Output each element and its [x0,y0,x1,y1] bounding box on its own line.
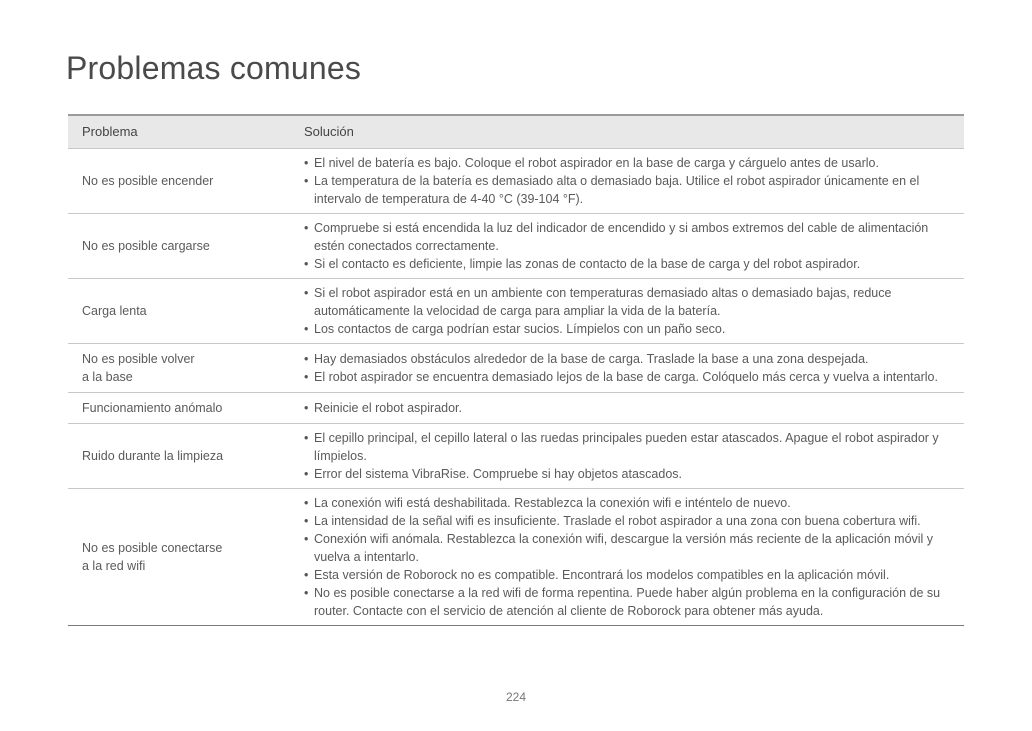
solution-item: • La temperatura de la batería es demasiado alta o demasiado baja. Utilice el robot aspirador únicamente en el intervalo de temperatura de 4-40 °C (39-104 °F). [304,172,956,208]
table-row [68,489,964,626]
solution-list [304,494,956,620]
table-row [68,344,964,393]
solution-item: • No es posible conectarse a la red wifi de forma repentina. Puede haber algún problema en la configuración de su router. Contacte con el servicio de atención al cliente de Roborock para obtener más ayuda. [304,584,956,620]
page-title: Problemas comunes [66,50,362,86]
solution-item: • Los contactos de carga podrían estar sucios. Límpielos con un paño seco. [304,320,956,338]
table-body [68,149,964,626]
header-problem: Problema [82,124,138,139]
problem-cell: No es posible cargarse [82,239,210,253]
problem-cell: Ruido durante la limpieza [82,449,224,463]
solution-item: • Reinicie el robot aspirador. [304,399,956,417]
solution-list [304,350,956,386]
solution-cell [290,214,964,279]
solution-cell [290,279,964,344]
table-row [68,149,964,214]
solution-item: • Hay demasiados obstáculos alrededor de la base de carga. Traslade la base a una zona despejada. [304,350,956,368]
table-header [68,115,964,149]
solution-cell [290,149,964,214]
solution-item: • Error del sistema VibraRise. Compruebe si hay objetos atascados. [304,465,956,483]
solution-list [304,154,956,208]
solution-item: • La intensidad de la señal wifi es insuficiente. Traslade el robot aspirador a una zona con buena cobertura wifi. [304,512,956,530]
solution-item: • Conexión wifi anómala. Restablezca la conexión wifi, descargue la versión más reciente de la aplicación móvil y vuelva a intentarlo. [304,530,956,566]
solution-list [304,219,956,273]
solution-list [304,429,956,483]
solution-item: • El nivel de batería es bajo. Coloque el robot aspirador en la base de carga y cárguelo antes de usarlo. [304,154,956,172]
solution-item: • La conexión wifi está deshabilitada. Restablezca la conexión wifi e inténtelo de nuevo. [304,494,956,512]
problem-cell: No es posible volver a la base [82,352,195,384]
solution-item: • El robot aspirador se encuentra demasiado lejos de la base de carga. Colóquelo más cerca y vuelva a intentarlo. [304,368,956,386]
solution-cell [290,393,964,424]
solution-cell [290,424,964,489]
solution-item: • Esta versión de Roborock no es compatible. Encontrará los modelos compatibles en la aplicación móvil. [304,566,956,584]
table-row [68,393,964,424]
problem-cell: No es posible encender [82,174,214,188]
table-header-row [68,115,964,149]
troubleshooting-table-container [68,114,964,626]
solution-item: • Si el contacto es deficiente, limpie las zonas de contacto de la base de carga y del robot aspirador. [304,255,956,273]
solution-item: • El cepillo principal, el cepillo lateral o las ruedas principales pueden estar atascados. Apague el robot aspirador y límpielos. [304,429,956,465]
header-solution: Solución [304,124,354,139]
page-number: 224 [505,690,527,704]
solution-item: • Compruebe si está encendida la luz del indicador de encendido y si ambos extremos del cable de alimentación estén conectados correctamente. [304,219,956,255]
problem-cell: Funcionamiento anómalo [82,401,223,415]
table-row [68,424,964,489]
solution-list [304,284,956,338]
table-row [68,214,964,279]
solution-list [304,399,956,417]
solution-cell [290,344,964,393]
problem-cell: Carga lenta [82,304,147,318]
troubleshooting-table [68,114,964,626]
solution-cell [290,489,964,626]
problem-cell: No es posible conectarse a la red wifi [82,541,223,573]
solution-item: • Si el robot aspirador está en un ambiente con temperaturas demasiado altas o demasiado bajas, reduce automáticamente la velocidad de carga para ampliar la vida de la batería. [304,284,956,320]
table-row [68,279,964,344]
